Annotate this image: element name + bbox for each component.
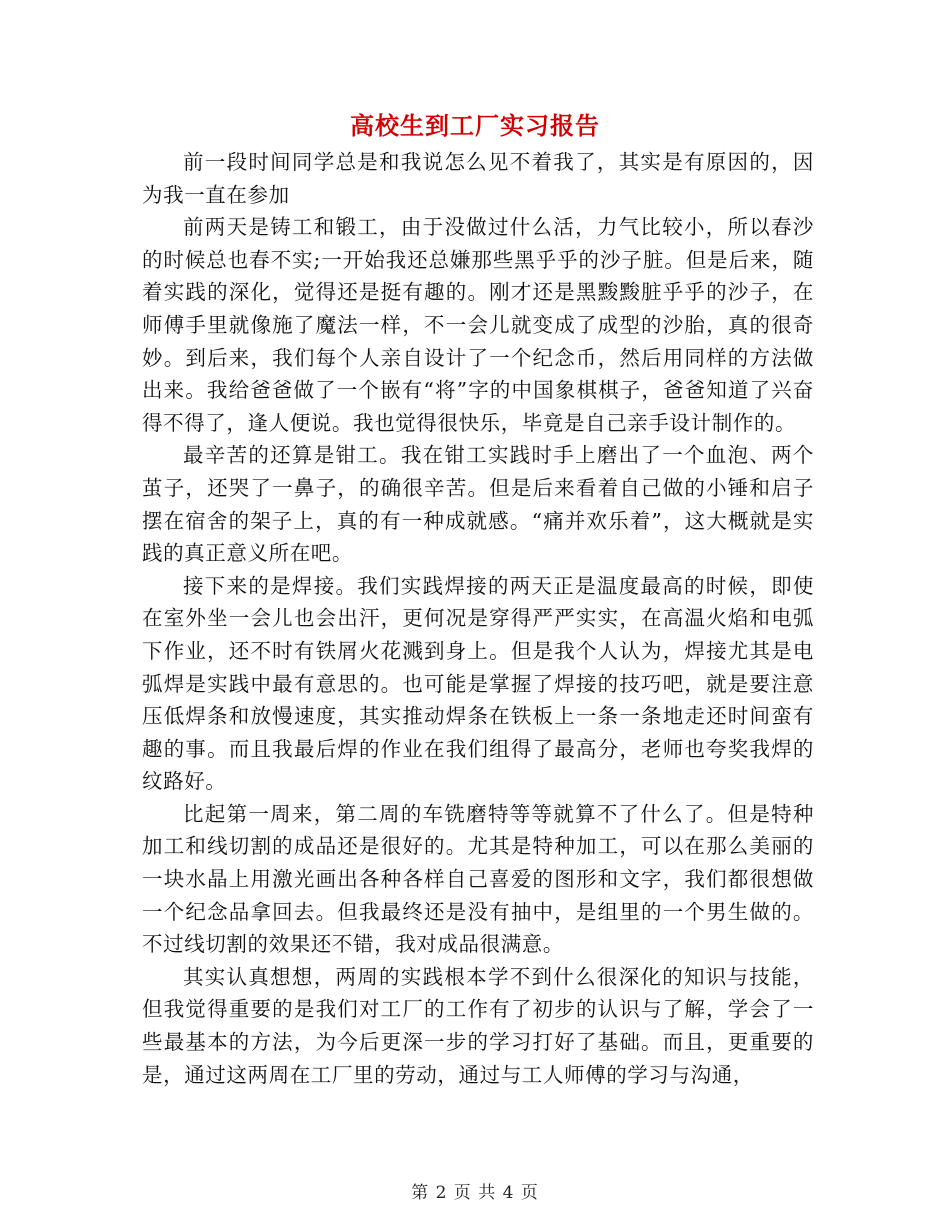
- paragraph: 最辛苦的还算是钳工。我在钳工实践时手上磨出了一个血泡、两个茧子，还哭了一鼻子，的确很辛苦。但是后来看着自己做的小锤和启子摆在宿舍的架子上，真的有一种成就感。“痛并欢乐着”，这大概就是实践的真正意义所在吧。: [142, 443, 814, 566]
- paragraph: 比起第一周来，第二周的车铣磨特等等就算不了什么了。但是特种加工和线切割的成品还是很好的。尤其是特种加工，可以在那么美丽的一块水晶上用激光画出各种各样自己喜爱的图形和文字，我们都很想做一个纪念品拿回去。但我最终还是没有抽中，是组里的一个男生做的。不过线切割的效果还不错，我对成品很满意。: [142, 801, 814, 957]
- paragraph: 前两天是铸工和锻工，由于没做过什么活，力气比较小，所以春沙的时候总也春不实;一开始我还总嫌那些黑乎乎的沙子脏。但是后来，随着实践的深化，觉得还是挺有趣的。刚才还是黑黢黢脏乎乎的沙子，在师傅手里就像施了魔法一样，不一会儿就变成了成型的沙胎，真的很奇妙。到后来，我们每个人亲自设计了一个纪念币，然后用同样的方法做出来。我给爸爸做了一个嵌有“将”字的中国象棋棋子，爸爸知道了兴奋得不得了，逢人便说。我也觉得很快乐，毕竟是自己亲手设计制作的。: [142, 215, 814, 435]
- document-body: [142, 146, 814, 1091]
- paragraph: 其实认真想想，两周的实践根本学不到什么很深化的知识与技能，但我觉得重要的是我们对工厂的工作有了初步的认识与了解，学会了一些最基本的方法，为今后更深一步的学习打好了基础。而且，更重要的是，通过这两周在工厂里的劳动，通过与工人师傅的学习与沟通，: [142, 964, 814, 1087]
- paragraph: 接下来的是焊接。我们实践焊接的两天正是温度最高的时候，即使在室外坐一会儿也会出汗，更何况是穿得严严实实，在高温火焰和电弧下作业，还不时有铁屑火花溅到身上。但是我个人认为，焊接尤其是电弧焊是实践中最有意思的。也可能是掌握了焊接的技巧吧，就是要注意压低焊条和放慢速度，其实推动焊条在铁板上一条一条地走还时间蛮有趣的事。而且我最后焊的作业在我们组得了最高分，老师也夸奖我焊的纹路好。: [142, 573, 814, 794]
- page-number-footer: 第 2 页 共 4 页: [411, 1183, 539, 1203]
- page-title: 高校生到工厂实习报告: [350, 112, 600, 140]
- paragraph: 前一段时间同学总是和我说怎么见不着我了，其实是有原因的，因为我一直在参加: [142, 150, 814, 207]
